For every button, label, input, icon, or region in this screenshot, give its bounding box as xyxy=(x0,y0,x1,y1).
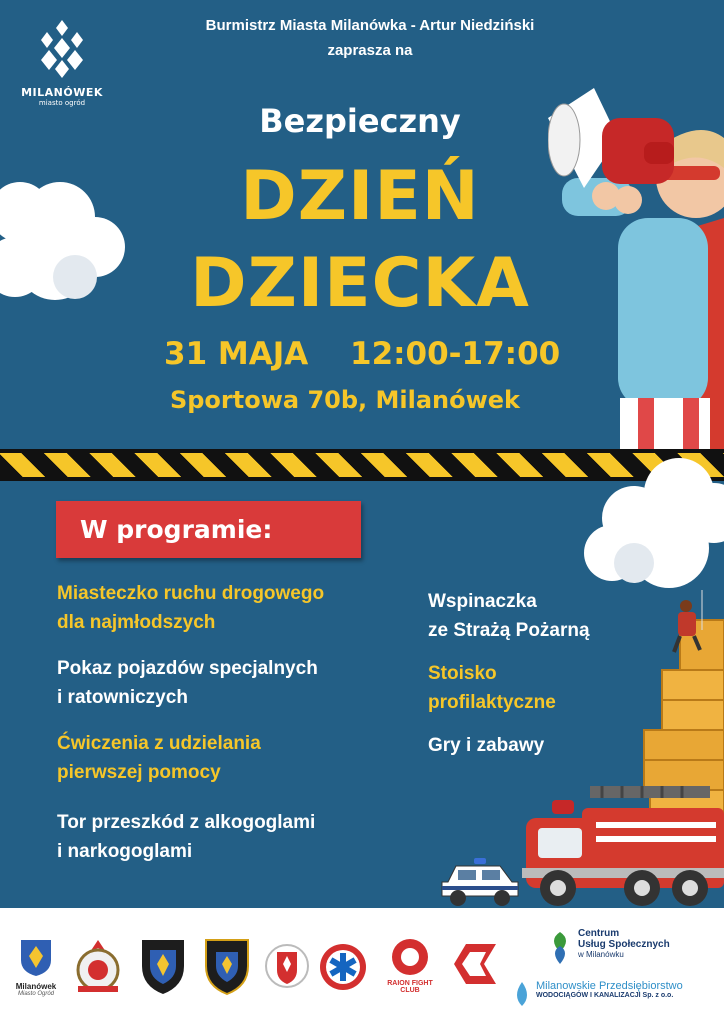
wkd-arrow-icon xyxy=(452,942,498,986)
leaf-logo-icon xyxy=(35,18,89,84)
fire-brigade-badge-icon xyxy=(72,938,124,994)
lion-head-icon xyxy=(390,938,430,976)
program-item-traffic-town: Miasteczko ruchu drogowego dla najmłodszych xyxy=(57,583,325,633)
program-item-vehicle-show: Pokaz pojazdów specjalnych i ratowniczych xyxy=(57,658,318,708)
milanowek-partner-logo: Milanówek Miasto Ogród xyxy=(12,938,60,997)
event-address: Sportowa 70b, Milanówek xyxy=(169,386,521,414)
star-of-life-icon xyxy=(318,942,368,992)
program-item-first-aid: Ćwiczenia z udzielania pierwszej pomocy xyxy=(57,733,261,783)
police-badge-icon xyxy=(264,936,310,996)
event-date: 31 MAJA xyxy=(164,336,309,372)
invite-line: zaprasza na xyxy=(327,42,413,59)
osp-milanowek-logo xyxy=(138,936,188,1000)
milanowek-logo xyxy=(14,18,110,107)
police-logo xyxy=(264,936,310,1000)
police-car-illustration xyxy=(440,856,520,908)
program-header: W programie: xyxy=(80,515,273,544)
fire-truck-illustration xyxy=(522,778,724,908)
cloud-left-illustration xyxy=(0,172,130,307)
event-time: 12:00-17:00 xyxy=(350,336,561,372)
municipal-guard-shield-icon xyxy=(202,936,252,996)
program-header-box xyxy=(56,501,361,558)
osp-shield-icon xyxy=(138,936,188,996)
program-item-obstacle-course: Tor przeszkód z alkogoglami i narkogoglami xyxy=(57,812,316,862)
event-title-line1: DZIEŃ xyxy=(240,157,480,236)
program-item-prevention-stand: Stoisko profilaktyczne xyxy=(428,663,556,713)
kid-with-megaphone-illustration xyxy=(548,78,724,450)
program-item-climbing: Wspinaczka ze Strażą Pożarną xyxy=(428,591,590,641)
program-item-games: Gry i zabawy xyxy=(428,735,545,756)
milanowek-coat-of-arms-icon xyxy=(19,938,53,978)
organizer-line: Burmistrz Miasta Milanówka - Artur Niedziński xyxy=(205,17,535,34)
city-tagline: miasto ogród xyxy=(38,99,86,107)
city-name: MILANÓWEK xyxy=(21,86,103,99)
cus-logo: Centrum Usług Społecznych w Milanówku xyxy=(546,928,716,968)
cloud-right-illustration xyxy=(584,458,724,593)
water-drop-icon xyxy=(512,980,532,1008)
ems-logo xyxy=(318,942,368,996)
partners-footer xyxy=(0,908,724,1024)
event-title-line2: DZIECKA xyxy=(190,244,530,323)
cus-leaf-icon xyxy=(546,928,574,968)
municipal-guard-logo xyxy=(202,936,252,1000)
wkd-logo xyxy=(452,942,498,990)
raion-fight-club-logo: RAION FIGHT CLUB xyxy=(380,938,440,994)
event-subtitle: Bezpieczny xyxy=(259,102,461,140)
fire-brigade-logo xyxy=(72,938,124,998)
waterworks-logo: Milanowskie Przedsiębiorstwo WODOCIĄGÓW I KANALIZACJI Sp. z o.o. xyxy=(512,980,724,1008)
